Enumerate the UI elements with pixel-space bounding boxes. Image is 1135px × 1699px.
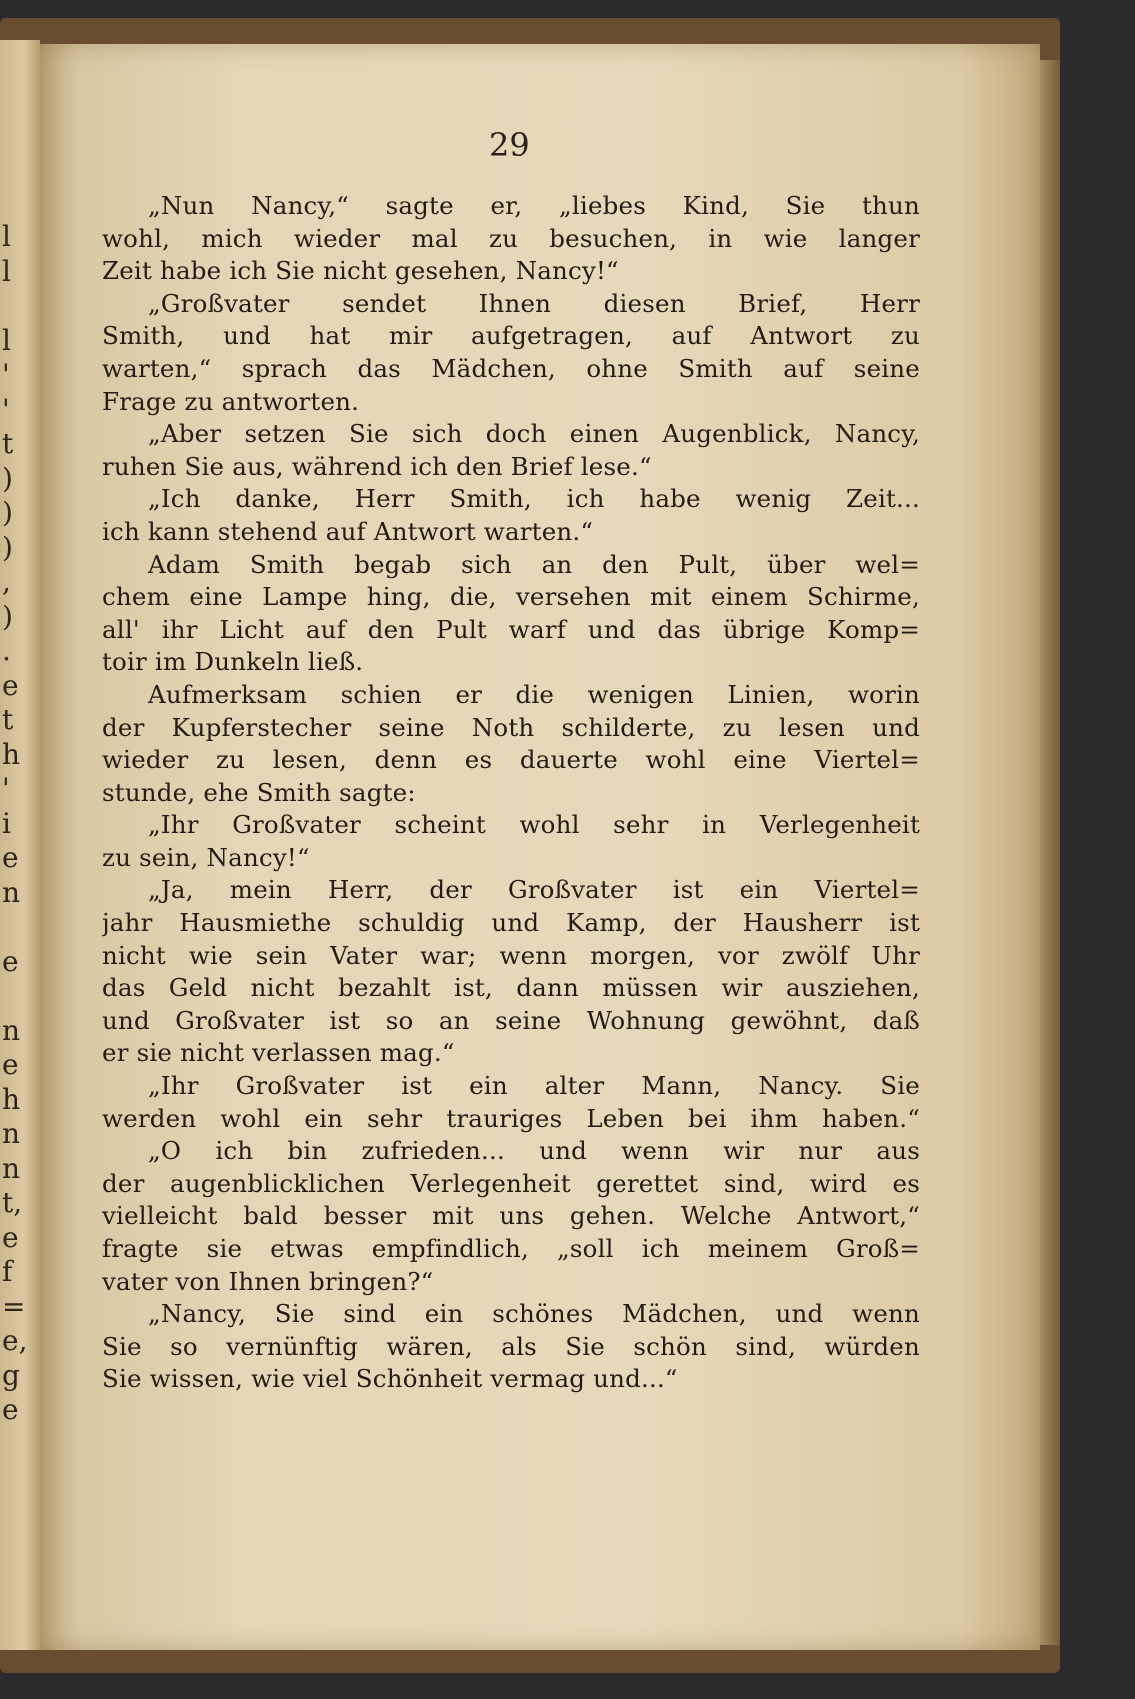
text-line: all' ihr Licht auf den Pult warf und das übrige Komp= — [102, 614, 920, 644]
text-line: „Ich danke, Herr Smith, ich habe wenig Zeit... — [148, 484, 920, 514]
text-line: „Ihr Großvater ist ein alter Mann, Nancy. Sie — [148, 1071, 920, 1101]
text-line: der augenblicklichen Verlegenheit gerettet sind, wird es — [102, 1168, 920, 1198]
text-line: „O ich bin zufrieden... und wenn wir nur aus — [148, 1136, 920, 1166]
text-line: toir im Dunkeln ließ. — [102, 647, 364, 677]
text-line: jahr Hausmiethe schuldig und Kamp, der Hausherr ist — [102, 908, 920, 938]
text-line: „Aber setzen Sie sich doch einen Augenblick, Nancy, — [148, 419, 920, 449]
text-line: Adam Smith begab sich an den Pult, über wel= — [148, 549, 920, 579]
text-line: „Nun Nancy,“ sagte er, „liebes Kind, Sie thun — [148, 191, 920, 220]
text-line: und Großvater ist so an seine Wohnung gewöhnt, daß — [102, 1005, 920, 1035]
text-line: „Ihr Großvater scheint wohl sehr in Verlegenheit — [148, 810, 920, 840]
text-line: Sie so vernünftig wären, als Sie schön sind, würden — [102, 1331, 920, 1361]
text-line: das Geld nicht bezahlt ist, dann müssen wir ausziehen, — [102, 973, 920, 1003]
text-line: vielleicht bald besser mit uns gehen. Welche Antwort,“ — [102, 1201, 920, 1231]
page-number: 29 — [489, 126, 530, 164]
text-line: „Ja, mein Herr, der Großvater ist ein Viertel= — [148, 875, 920, 905]
page-block-edge — [1040, 60, 1060, 1645]
text-line: fragte sie etwas empfindlich, „soll ich meinem Groß= — [102, 1234, 920, 1263]
text-line: Aufmerksam schien er die wenigen Linien, worin — [148, 679, 920, 709]
body-text — [102, 190, 920, 1396]
text-line: Frage zu antworten. — [102, 386, 360, 416]
text-line: „Großvater sendet Ihnen diesen Brief, Herr — [148, 288, 920, 318]
text-line: wohl, mich wieder mal zu besuchen, in wie langer — [102, 223, 920, 253]
text-line: Sie wissen, wie viel Schönheit vermag und...“ — [102, 1364, 678, 1394]
text-line: Smith, und hat mir aufgetragen, auf Antwort zu — [102, 321, 920, 351]
text-line: Zeit habe ich Sie nicht gesehen, Nancy!“ — [102, 256, 619, 286]
text-line: der Kupferstecher seine Noth schilderte, zu lesen und — [102, 712, 920, 742]
text-line: zu sein, Nancy!“ — [102, 842, 310, 872]
text-line: ich kann stehend auf Antwort warten.“ — [102, 516, 594, 546]
text-line: wieder zu lesen, denn es dauerte wohl eine Viertel= — [102, 745, 920, 775]
text-line: chem eine Lampe hing, die, versehen mit einem Schirme, — [102, 582, 920, 612]
text-line: werden wohl ein sehr trauriges Leben bei ihm haben.“ — [102, 1103, 920, 1133]
text-line: ruhen Sie aus, während ich den Brief lese.“ — [102, 451, 652, 481]
text-line: er sie nicht verlassen mag.“ — [102, 1038, 455, 1068]
text-line: nicht wie sein Vater war; wenn morgen, vor zwölf Uhr — [102, 940, 920, 970]
text-line: warten,“ sprach das Mädchen, ohne Smith auf seine — [102, 353, 920, 383]
text-line: „Nancy, Sie sind ein schönes Mädchen, und wenn — [148, 1299, 920, 1329]
previous-page-fragments: l l l ' ' t ) ) ) , ) . e t h ' i e n e n e h n n t, e f = e, g e — [2, 220, 28, 1426]
text-line: stunde, ehe Smith sagte: — [102, 777, 416, 807]
previous-page-edge — [0, 40, 40, 1650]
text-line: vater von Ihnen bringen?“ — [102, 1266, 434, 1296]
